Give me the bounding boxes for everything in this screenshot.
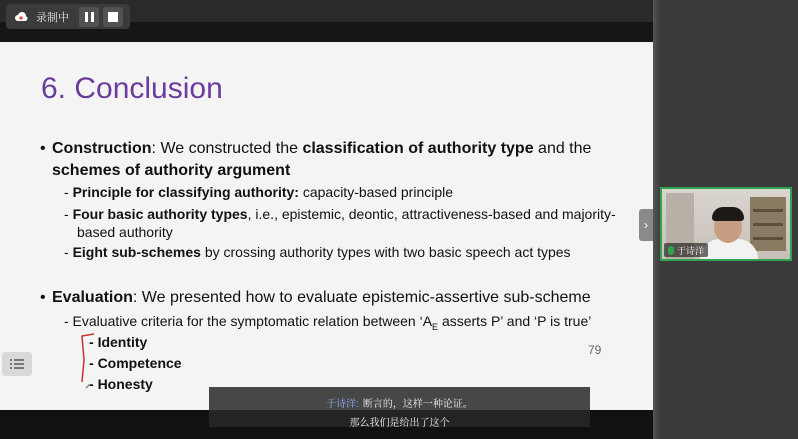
- participant-video[interactable]: [660, 187, 792, 261]
- cloud-icon: [12, 10, 30, 24]
- sub-item: - Four basic authority types, i.e., epistemic, deontic, attractiveness-based and majority-: [64, 206, 616, 222]
- stop-button[interactable]: [103, 7, 123, 27]
- slide: [0, 42, 653, 410]
- recording-toolbar: [6, 4, 130, 29]
- criteria-item: - Competence: [89, 355, 182, 371]
- collapse-panel-button[interactable]: [639, 209, 653, 241]
- pause-button[interactable]: [79, 7, 99, 27]
- bookshelf: [750, 197, 786, 251]
- caption-line2: 那么我们是给出了这个: [349, 418, 450, 429]
- list-menu-button[interactable]: [2, 352, 32, 376]
- caption-line1: 断言的，这样一种论证。: [362, 399, 473, 410]
- page-number: 79: [588, 343, 602, 357]
- slide-title: 6. Conclusion: [41, 72, 223, 105]
- construction-bullet: • Construction: We constructed the classification of authority type and the: [40, 140, 592, 157]
- sub-item: - Principle for classifying authority: capacity-based principle: [64, 184, 454, 200]
- subtitle-caption: [209, 387, 590, 427]
- red-annotation-mark: [76, 330, 100, 394]
- sub-item: - Eight sub-schemes by crossing authority types with two basic speech act types: [64, 244, 571, 260]
- construction-line2: schemes of authority argument: [52, 162, 291, 179]
- sub-item-cont: based authority: [77, 224, 173, 240]
- caption-speaker: 于诗洋:: [326, 399, 359, 410]
- chevron-right-icon: ›: [644, 218, 648, 232]
- recording-label: 录制中: [36, 11, 69, 24]
- participant-name-tag: 于诗洋: [664, 243, 708, 257]
- criteria-line: - Evaluative criteria for the symptomatic relation between ‘$A_E$ asserts P’ and ‘P is true’: [64, 313, 592, 332]
- list-icon: [10, 358, 24, 370]
- microphone-icon: [668, 246, 674, 255]
- criteria-item: - Honesty: [89, 376, 153, 392]
- criteria-item: - Identity: [89, 334, 148, 350]
- evaluation-bullet: • Evaluation: We presented how to evaluate epistemic-assertive sub-scheme: [40, 289, 591, 306]
